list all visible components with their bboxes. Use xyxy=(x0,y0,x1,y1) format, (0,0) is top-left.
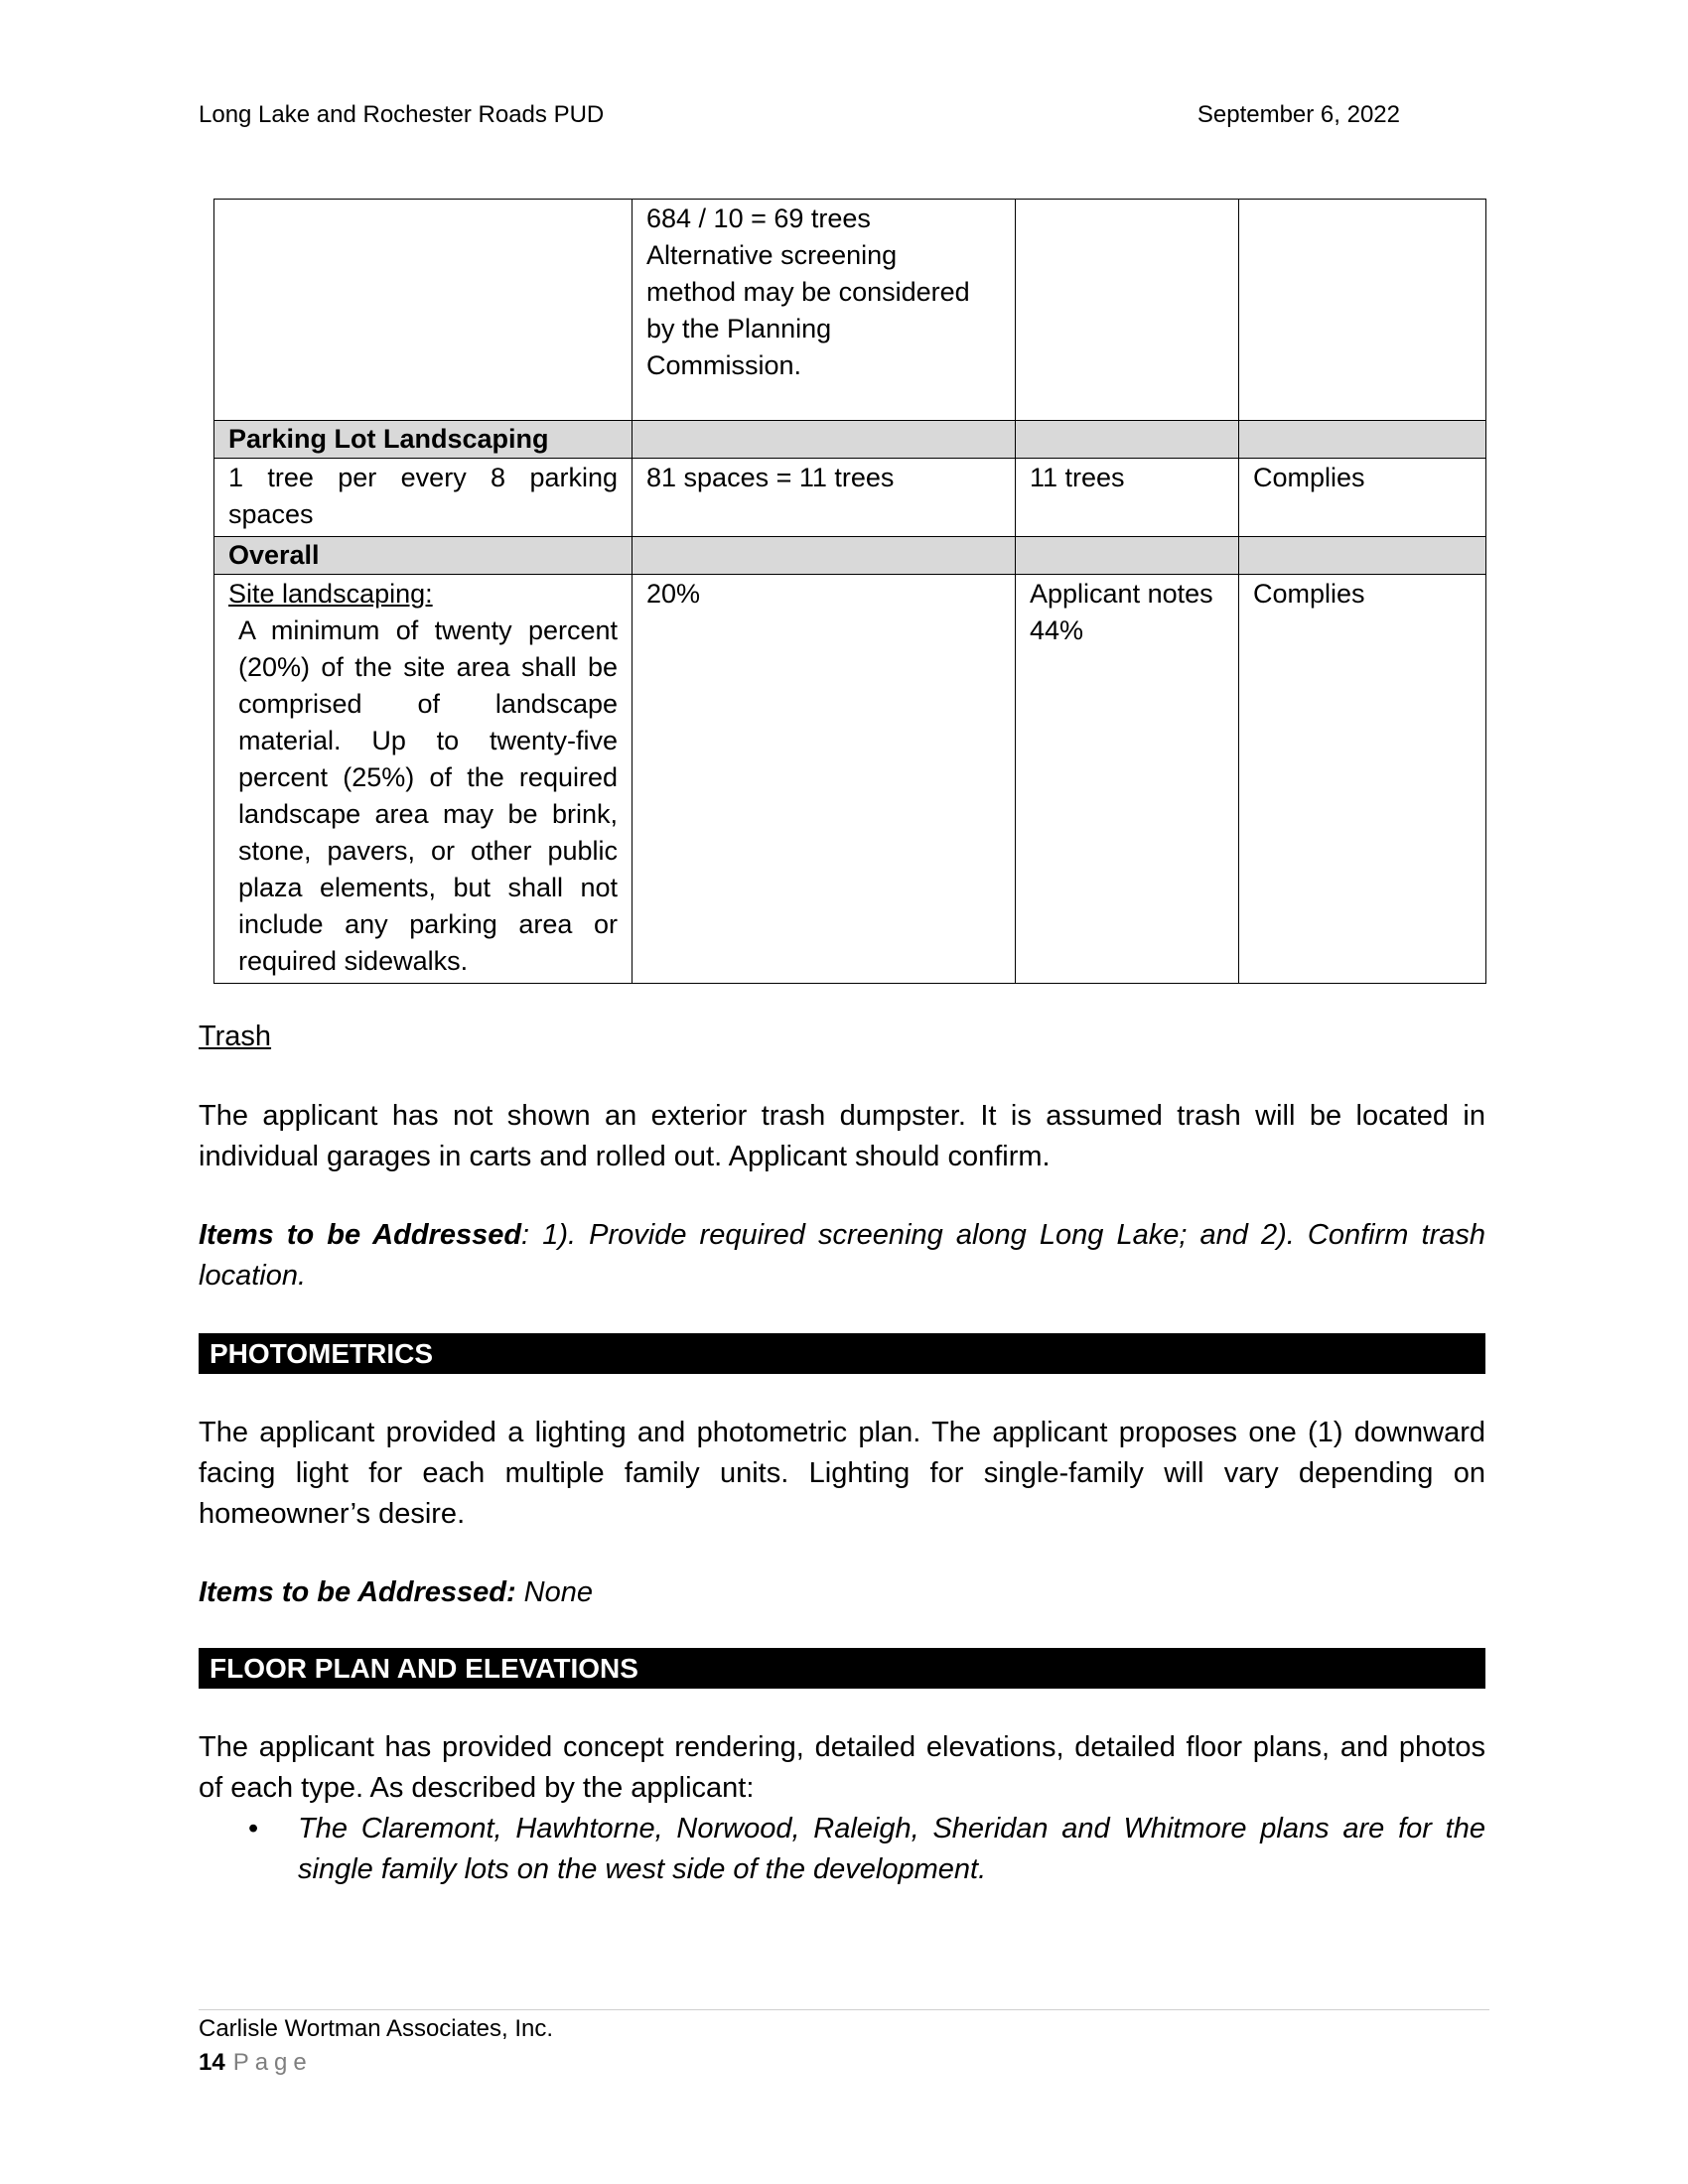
footer-divider xyxy=(199,2009,1489,2010)
table-cell xyxy=(1239,537,1486,575)
table-cell xyxy=(633,421,1016,459)
header-left-title: Long Lake and Rochester Roads PUD xyxy=(199,101,605,128)
table-cell xyxy=(1016,200,1239,421)
items-text: None xyxy=(515,1576,593,1608)
trash-items-paragraph xyxy=(199,1215,1485,1297)
parking-required-cell: 81 spaces = 11 trees xyxy=(633,459,1016,537)
table-cell xyxy=(1239,200,1486,421)
header-date: September 6, 2022 xyxy=(1196,101,1400,128)
table-cell xyxy=(1016,421,1239,459)
table-row xyxy=(214,459,1486,537)
parking-provided-cell: 11 trees xyxy=(1016,459,1239,537)
section-row-parking xyxy=(214,421,1486,459)
items-label: Items to be Addressed: xyxy=(199,1576,516,1608)
trash-paragraph: The applicant has not shown an exterior trash dumpster. It is assumed trash will be located in individual garages in carts and rolled out. Applicant should confirm. xyxy=(199,1100,1485,1172)
footer-page xyxy=(199,2049,313,2077)
cell-line: Applicant notes xyxy=(1030,579,1213,609)
parking-requirement-cell: 1 tree per every 8 parking spaces xyxy=(214,459,633,537)
overall-status-cell: Complies xyxy=(1239,575,1486,984)
trash-heading: Trash xyxy=(199,1021,272,1052)
cell-line: by the Planning xyxy=(646,314,832,343)
table-cell xyxy=(1016,537,1239,575)
cell-line: Commission. xyxy=(646,350,802,380)
overall-required-cell: 20% xyxy=(633,575,1016,984)
table-cell xyxy=(214,200,633,421)
table-row xyxy=(214,575,1486,984)
review-table xyxy=(213,199,1486,984)
section-bar-photometrics: PHOTOMETRICS xyxy=(199,1333,1485,1374)
site-landscaping-description: A minimum of twenty percent (20%) of the site area shall be comprised of landscape material. Up to twenty-five percent (25%) of the required landscape area may be brink, stone, pavers, or other public plaza elements, but shall not include any parking area or required sidewalks. xyxy=(238,615,618,976)
screening-calculation-cell xyxy=(633,200,1016,421)
photometrics-items-paragraph xyxy=(199,1572,1485,1613)
table-cell xyxy=(1239,421,1486,459)
table-row xyxy=(214,200,1486,421)
parking-status-cell: Complies xyxy=(1239,459,1486,537)
page-word: Page xyxy=(232,2049,313,2076)
site-landscaping-cell xyxy=(214,575,633,984)
section-label-overall: Overall xyxy=(214,537,633,575)
section-row-overall xyxy=(214,537,1486,575)
items-label: Items to be Addressed xyxy=(199,1219,522,1251)
items-text: : 1). Provide required screening along Long Lake; and 2). Confirm trash location. xyxy=(199,1219,1486,1292)
bullet-text: The Claremont, Hawhtorne, Norwood, Raleigh, Sheridan and Whitmore plans are for the single family lots on the west side of the development. xyxy=(298,1813,1485,1885)
floor-plan-paragraph: The applicant has provided concept rendering, detailed elevations, detailed floor plans, and photos of each type. As described by the applicant: xyxy=(199,1731,1485,1804)
section-bar-floor-plan: FLOOR PLAN AND ELEVATIONS xyxy=(199,1648,1485,1689)
section-label-parking: Parking Lot Landscaping xyxy=(214,421,633,459)
cell-line: method may be considered xyxy=(646,277,970,307)
site-landscaping-title: Site landscaping: xyxy=(228,579,433,609)
bullet-icon: • xyxy=(248,1813,259,1844)
cell-line: Alternative screening xyxy=(646,240,898,270)
table-cell xyxy=(633,537,1016,575)
page-number: 14 xyxy=(199,2049,225,2076)
overall-provided-cell xyxy=(1016,575,1239,984)
photometrics-paragraph: The applicant provided a lighting and photometric plan. The applicant proposes one (1) downward facing light for each multiple family units. Lighting for single-family will vary depending on homeowner’s desire. xyxy=(199,1417,1485,1530)
cell-line: 44% xyxy=(1030,615,1084,645)
cell-line: 684 / 10 = 69 trees xyxy=(646,204,871,233)
footer-company: Carlisle Wortman Associates, Inc. xyxy=(199,2015,554,2042)
